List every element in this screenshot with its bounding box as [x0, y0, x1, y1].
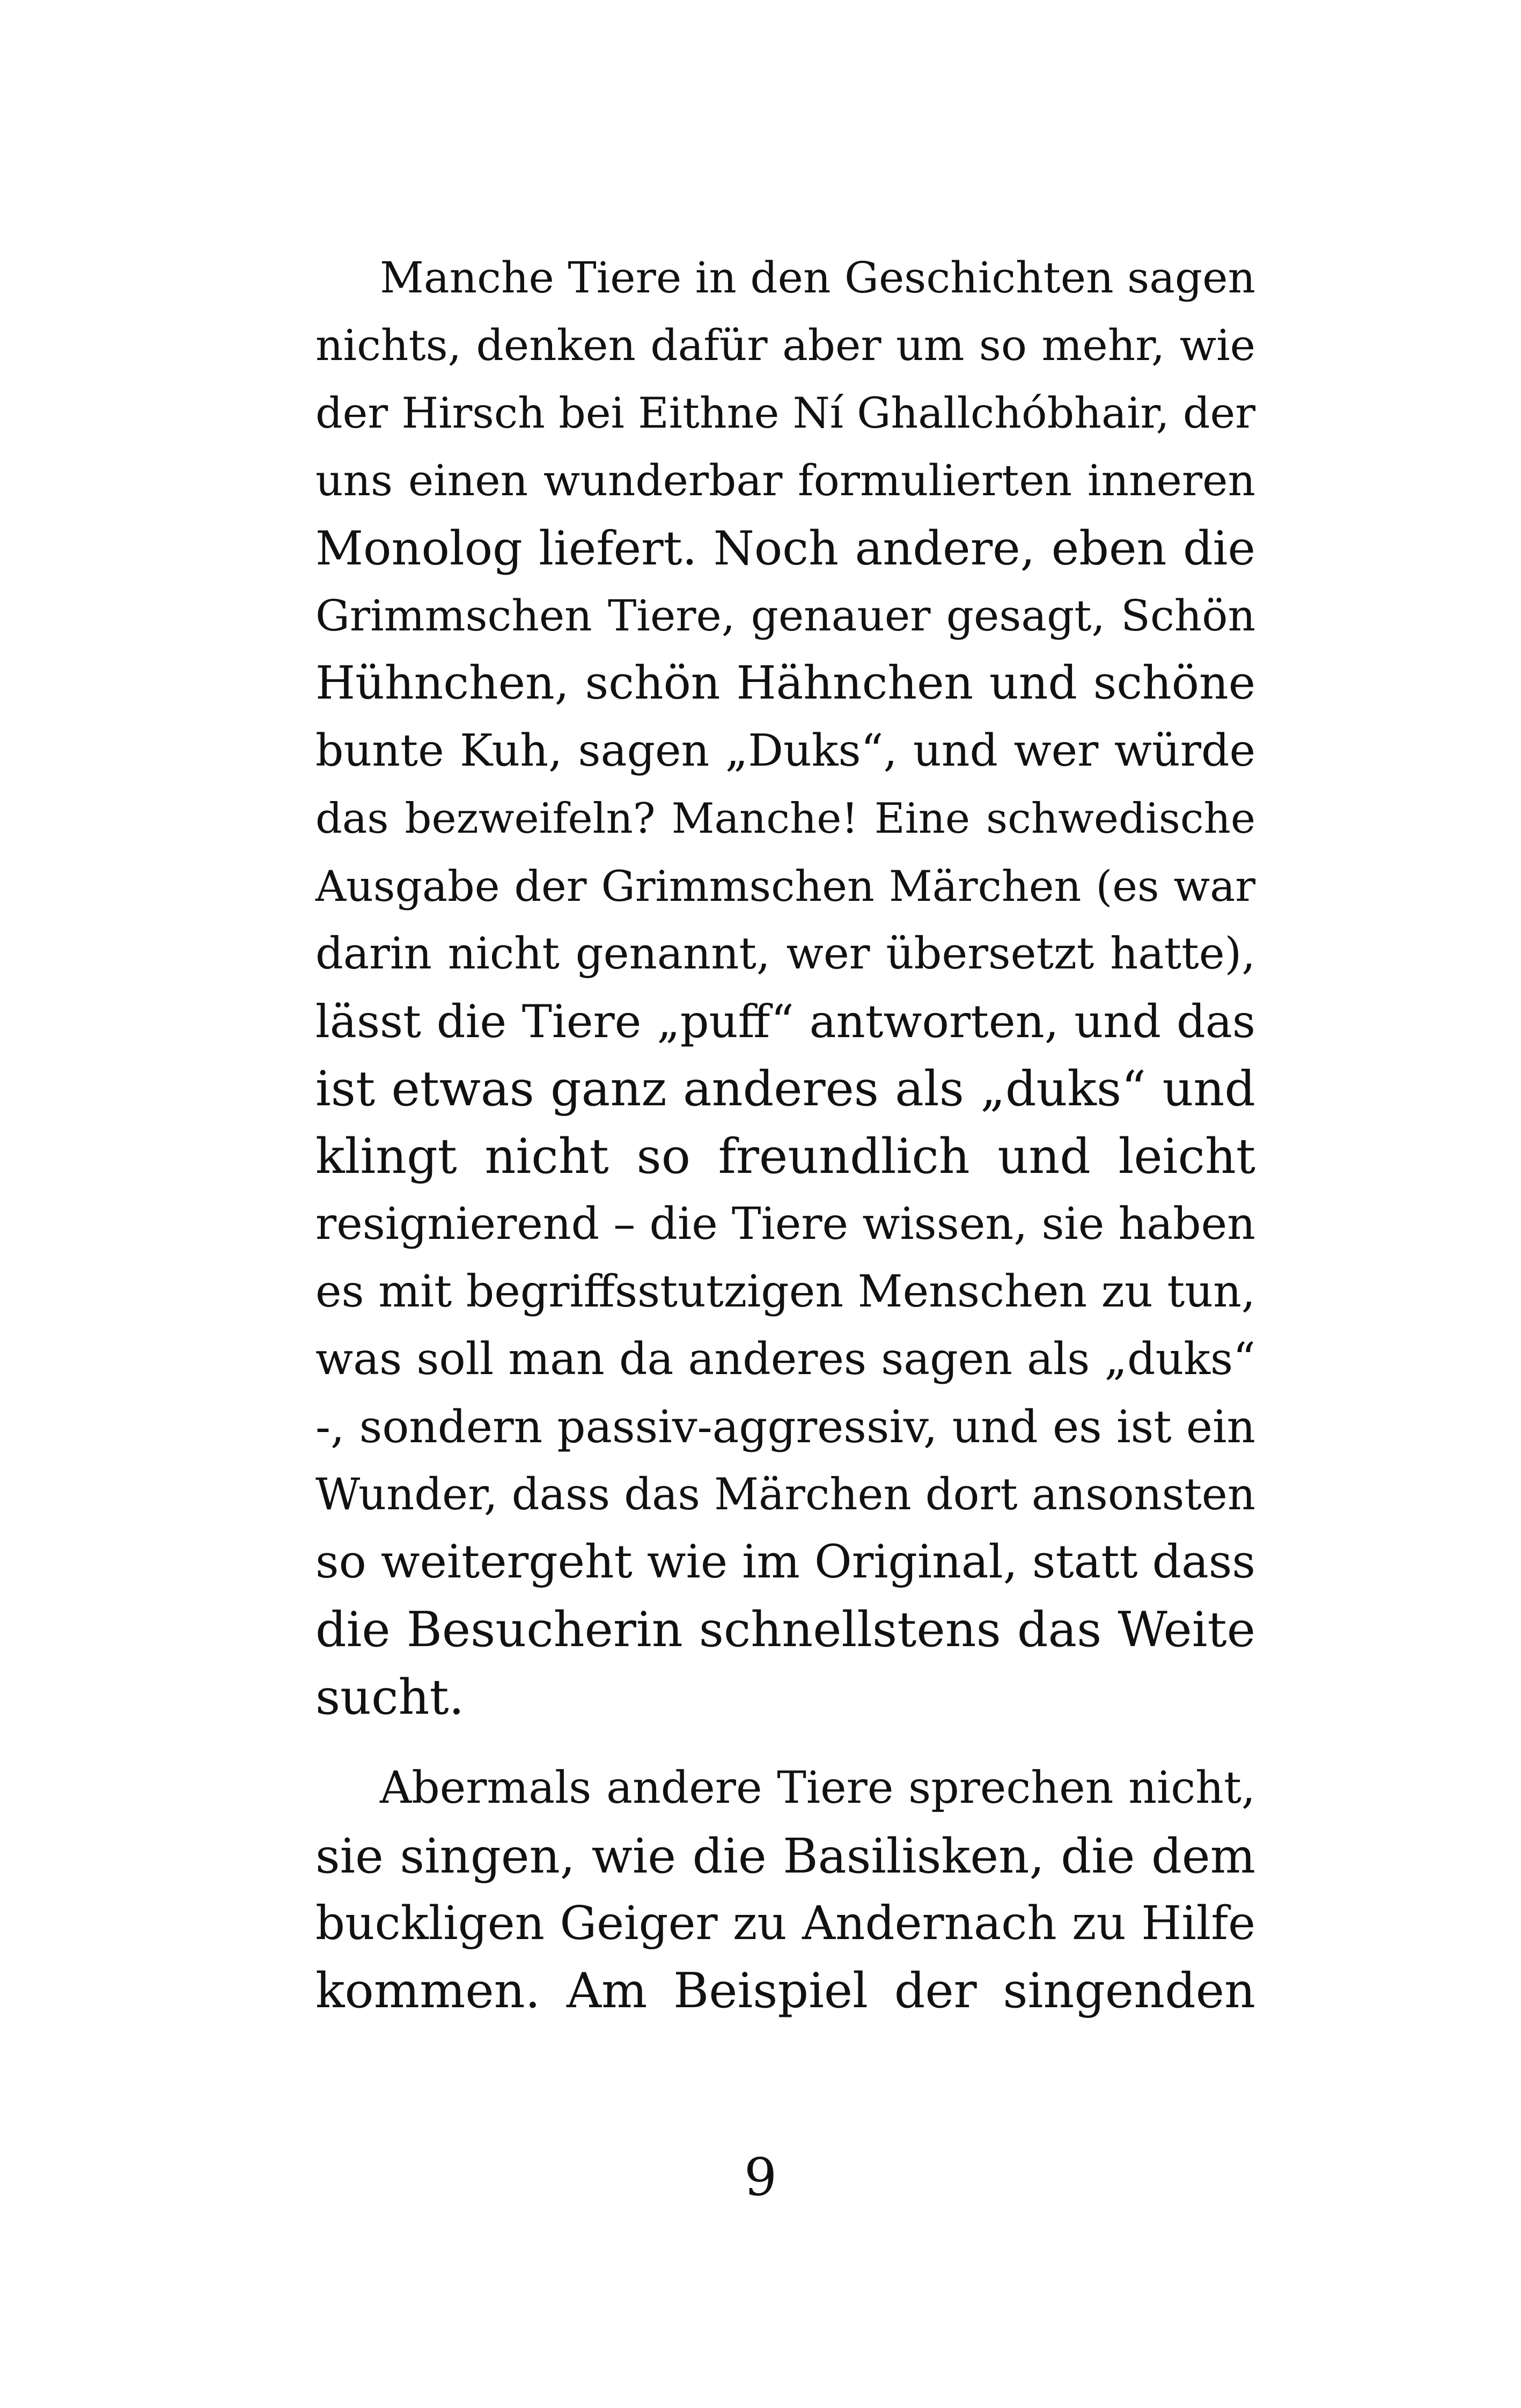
text-line: sucht.	[315, 1669, 465, 1726]
text-line: klingt nicht so freundlich und leicht	[315, 1128, 1255, 1185]
text-line: uns einen wunderbar formulierten inneren	[315, 456, 1255, 505]
text-line: darin nicht genannt, wer übersetzt hatte),	[315, 929, 1255, 979]
text-line: ist etwas ganz anderes als „duks“ und	[315, 1061, 1255, 1117]
text-line: es mit begriffsstutzigen Menschen zu tun,	[315, 1266, 1255, 1317]
paragraph-1	[315, 244, 1255, 1731]
page-number: 9	[744, 2147, 777, 2207]
text-line: das bezweifeln? Manche! Eine schwedische	[315, 795, 1255, 843]
text-line: der Hirsch bei Eithne Ní Ghallchóbhair, der	[315, 388, 1255, 438]
text-line: Manche Tiere in den Geschichten sagen	[380, 253, 1255, 303]
text-line: Abermals andere Tiere sprechen nicht,	[380, 1763, 1255, 1814]
text-line: buckligen Geiger zu Andernach zu Hilfe	[315, 1897, 1255, 1950]
text-line: Ausgabe der Grimmschen Märchen (es war	[315, 862, 1255, 911]
text-line: Wunder, dass das Märchen dort ansonsten	[315, 1470, 1255, 1520]
text-line: -, sondern passiv-aggressiv, und es ist ein	[315, 1401, 1255, 1453]
text-line: nichts, denken dafür aber um so mehr, wie	[315, 320, 1255, 370]
text-line: bunte Kuh, sagen „Duks“, und wer würde	[315, 725, 1255, 776]
paragraph-gap	[315, 1731, 1255, 1754]
text-line: Monolog liefert. Noch andere, eben die	[315, 521, 1255, 576]
text-line: kommen. Am Beispiel der singenden	[315, 1963, 1255, 2019]
text-line: Hühnchen, schön Hähnchen und schöne	[315, 657, 1255, 710]
paragraph-2	[315, 1754, 1255, 2025]
text-line: Grimmschen Tiere, genauer gesagt, Schön	[315, 591, 1255, 641]
text-line: so weitergeht wie im Original, statt dass	[315, 1536, 1255, 1589]
text-line: die Besucherin schnellstens das Weite	[315, 1602, 1255, 1658]
body-text	[315, 244, 1255, 2025]
text-line: lässt die Tiere „puff“ antworten, und das	[315, 995, 1255, 1048]
text-line: resignierend – die Tiere wissen, sie haben	[315, 1199, 1255, 1250]
text-line: was soll man da anderes sagen als „duks“	[315, 1334, 1255, 1385]
text-line: sie singen, wie die Basilisken, die dem	[315, 1828, 1255, 1884]
